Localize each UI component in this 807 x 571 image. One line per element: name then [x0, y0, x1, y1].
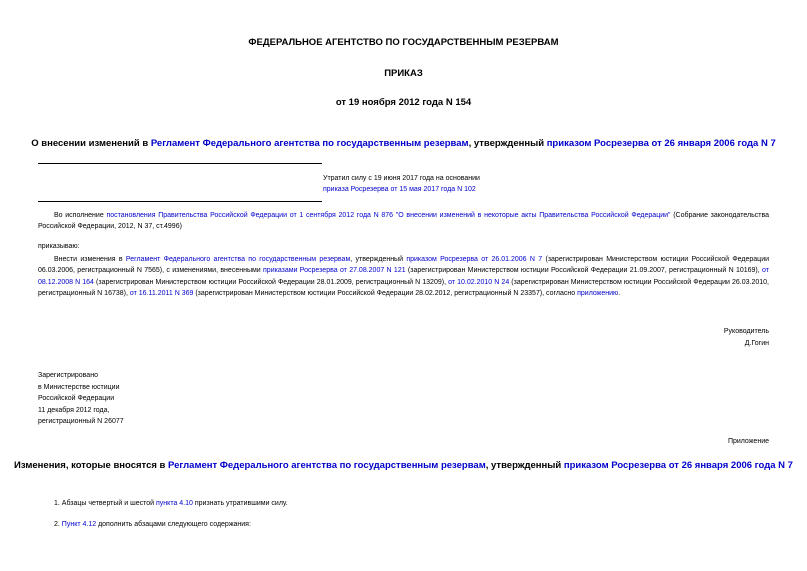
document-date-number: от 19 ноября 2012 года N 154: [335, 97, 472, 108]
registration-block: [38, 370, 124, 428]
item-1-text-2: признать утратившими силу.: [192, 500, 288, 507]
appendix-title-middle: , утвержденный: [485, 460, 564, 471]
document-title: [0, 138, 807, 149]
main-text-5: (зарегистрирован Министерством юстиции Российской Федерации 28.01.2009, регистрационный N 13209),: [93, 278, 449, 286]
repeal-notice-text: Утратил силу с 19 июня 2017 года на основании: [323, 175, 480, 182]
item-2-link[interactable]: Пункт 4.12: [61, 521, 97, 528]
main-text-8: .: [618, 290, 621, 298]
item-1-link[interactable]: пункта 4.10: [156, 500, 193, 507]
preamble-paragraph: [38, 210, 769, 233]
divider-top: [38, 163, 322, 164]
title-link-order[interactable]: приказом Росрезерва от 26 января 2006 года N 7: [546, 138, 776, 149]
signature-block: [724, 326, 769, 349]
main-link-order-121[interactable]: приказами Росрезерва от 27.08.2007 N 121: [263, 267, 406, 275]
repeal-notice: [323, 174, 480, 195]
item-1-text-1: 1. Абзацы четвертый и шестой: [54, 500, 157, 507]
item-2: [54, 521, 251, 528]
main-link-order-164[interactable]: от 08.12.2008 N 164: [38, 267, 769, 286]
title-middle: , утвержденный: [468, 138, 547, 149]
item-2-text-1: 2.: [54, 521, 62, 528]
main-text-2: , утвержденный: [350, 256, 407, 263]
main-link-appendix[interactable]: приложению: [577, 290, 619, 298]
main-text-3: (зарегистрирован Министерством юстиции Российской Федерации 06.03.2006, регистрационный N 7565), с изменениями, внесенными: [38, 256, 770, 275]
registration-line-1: Зарегистрировано: [38, 372, 98, 379]
main-link-order-24[interactable]: от 10.02.2010 N 24: [448, 278, 510, 286]
registration-line-2: в Министерстве юстиции: [38, 383, 120, 391]
appendix-title: [0, 460, 807, 471]
registration-line-3: Российской Федерации: [38, 395, 115, 402]
appendix-label: Приложение: [727, 438, 769, 445]
preamble-text-2: (Собрание законодательства Российской Федерации, 2012, N 37, ст.4996): [38, 212, 769, 231]
main-paragraph: [38, 254, 769, 300]
registration-line-4: 11 декабря 2012 года,: [38, 406, 110, 414]
title-prefix: О внесении изменений в: [31, 138, 151, 149]
main-link-reglament[interactable]: Регламент Федерального агентства по государственным резервам: [125, 256, 351, 263]
order-word: приказываю:: [38, 243, 80, 250]
signature-name: Д.Гогин: [744, 339, 769, 347]
appendix-title-prefix: Изменения, которые вносятся в: [14, 460, 169, 471]
item-1: [54, 500, 288, 507]
signature-position: Руководитель: [723, 328, 769, 335]
preamble-link-resolution[interactable]: постановления Правительства Российской Федерации от 1 сентября 2012 года N 876 "О внесении изменений в некоторые акты Правительства Российской Федерации": [106, 212, 671, 219]
divider-bottom: [38, 201, 322, 202]
preamble-text-1: Во исполнение: [54, 212, 107, 219]
main-text-6: (зарегистрирован Министерством юстиции Российской Федерации 26.03.2010, регистрационный N 16738),: [38, 278, 769, 298]
repeal-notice-link[interactable]: приказа Росрезерва от 15 мая 2017 года N 102: [323, 185, 476, 193]
main-text-1: Внести изменения в: [54, 256, 126, 263]
main-text-4: (зарегистрирован Министерством юстиции Российской Федерации 21.09.2007, регистрационный N 10169),: [405, 267, 763, 275]
registration-line-5: регистрационный N 26077: [38, 418, 124, 425]
item-2-text-2: дополнить абзацами следующего содержания:: [96, 521, 251, 528]
appendix-title-link-reglament[interactable]: Регламент Федерального агентства по государственным резервам: [168, 460, 486, 471]
main-link-order-369[interactable]: от 16.11.2011 N 369: [129, 290, 194, 298]
title-link-reglament[interactable]: Регламент Федерального агентства по государственным резервам: [150, 138, 469, 149]
main-text-7: (зарегистрирован Министерством юстиции Российской Федерации 28.02.2012, регистрационный N 23357), согласно: [193, 290, 578, 298]
main-link-order-7[interactable]: приказом Росрезерва от 26.01.2006 N 7: [406, 256, 543, 263]
document-type: ПРИКАЗ: [384, 68, 423, 79]
agency-name: ФЕДЕРАЛЬНОЕ АГЕНТСТВО ПО ГОСУДАРСТВЕННЫМ РЕЗЕРВАМ: [248, 37, 559, 48]
appendix-title-link-order[interactable]: приказом Росрезерва от 26 января 2006 года N 7: [563, 460, 793, 471]
